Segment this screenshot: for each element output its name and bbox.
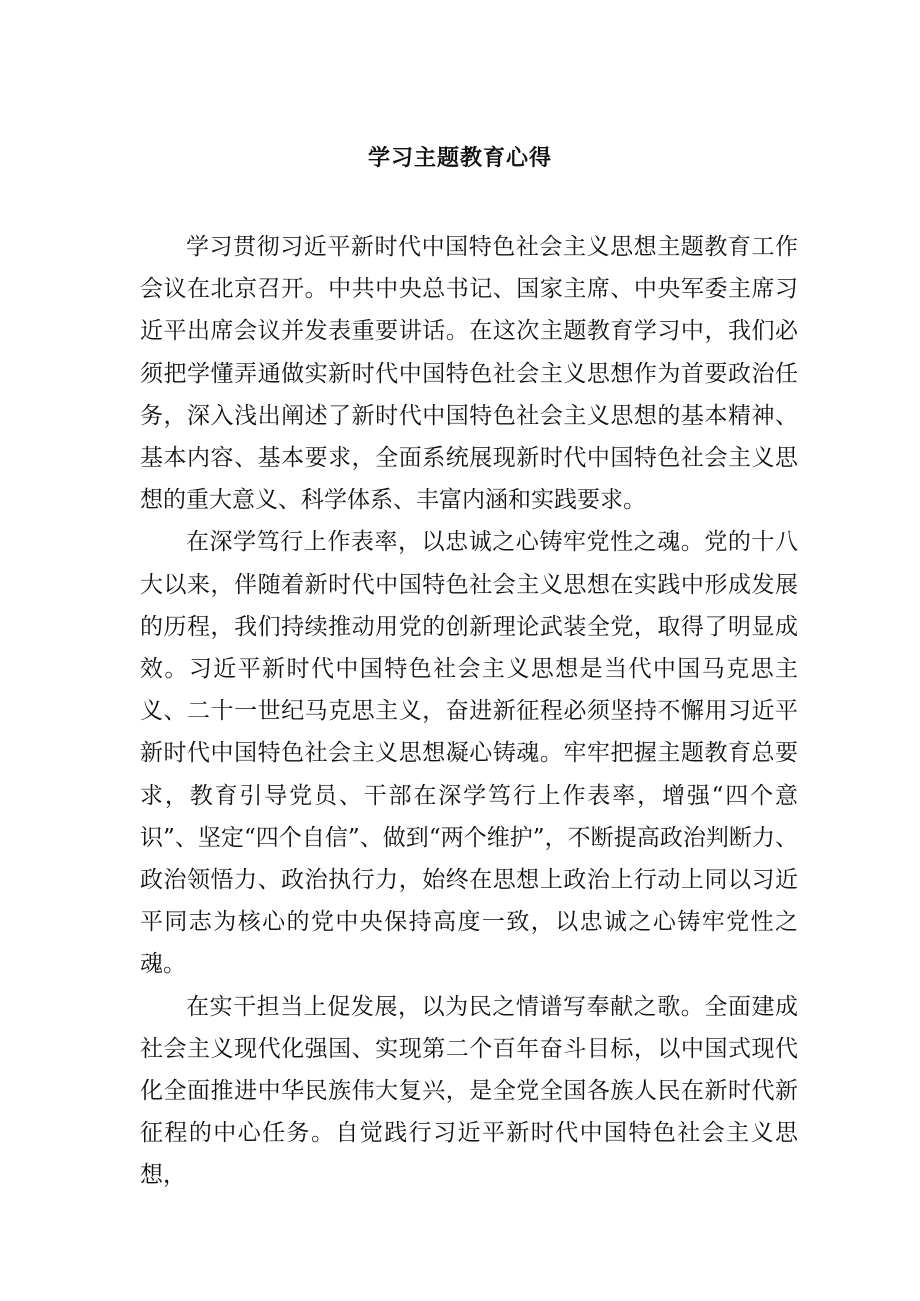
paragraph-1: 学习贯彻习近平新时代中国特色社会主义思想主题教育工作会议在北京召开。中共中央总书记、国家主席、中央军委主席习近平出席会议并发表重要讲话。在这次主题教育学习中，我们必须把学懂弄通做实新时代中国特色社会主义思想作为首要政治任务，深入浅出阐述了新时代中国特色社会主义思想的基本精神、基本内容、基本要求，全面系统展现新时代中国特色社会主义思想的重大意义、科学体系、丰富内涵和实践要求。 bbox=[140, 234, 798, 514]
document-body bbox=[140, 226, 798, 1197]
document-title: 学习主题教育心得 bbox=[367, 145, 552, 171]
paragraph-2: 在深学笃行上作表率，以忠诚之心铸牢党性之魂。党的十八大以来，伴随着新时代中国特色社会主义思想在实践中形成发展的历程，我们持续推动用党的创新理论武装全党，取得了明显成效。习近平新时代中国特色社会主义思想是当代中国马克思主义、二十一世纪马克思主义，奋进新征程必须坚持不懈用习近平新时代中国特色社会主义思想凝心铸魂。牢牢把握主题教育总要求，教育引导党员、干部在深学笃行上作表率，增强“四个意识”、坚定“四个自信”、做到“两个维护”，不断提高政治判断力、政治领悟力、政治执行力，始终在思想上政治上行动上同以习近平同志为核心的党中央保持高度一致，以忠诚之心铸牢党性之魂。 bbox=[140, 529, 798, 978]
paragraph-3: 在实干担当上促发展，以为民之情谱写奉献之歌。全面建成社会主义现代化强国、实现第二个百年奋斗目标，以中国式现代化全面推进中华民族伟大复兴，是全党全国各族人民在新时代新征程的中心任务。自觉践行习近平新时代中国特色社会主义思想， bbox=[140, 993, 798, 1189]
